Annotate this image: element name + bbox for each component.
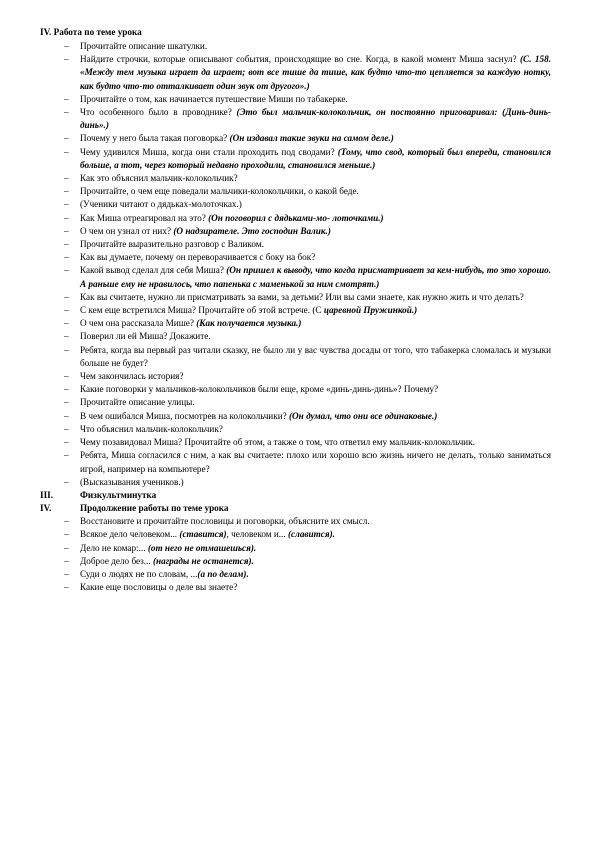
dash-marker: – — [64, 265, 69, 276]
item-text: Ребята, когда вы первый раз читали сказку, не было ли у вас чувства досады от того, что табакерка сломалась и музыки больше не будет? — [80, 344, 551, 368]
dash-marker: – — [64, 305, 69, 316]
dash-marker: – — [64, 344, 69, 355]
item-text: Ребята, Миша согласился с ним, а как вы считаете: плохо или хорошо всю жизнь ничего не делать, только заниматься игрой, например на компьютере? — [80, 450, 551, 474]
dash-marker: – — [64, 186, 69, 197]
item-answer: (Это был мальчик-колокольчик, он постоянно приговаривал: (Динь-динь-динь».) — [80, 107, 551, 131]
dash-marker: – — [64, 437, 69, 448]
list-item — [0, 304, 595, 317]
item-answer: (Он думал, что они все одинаковые.) — [288, 410, 438, 421]
section-heading: IV. Работа по теме урока — [40, 27, 142, 37]
dash-marker: – — [64, 199, 69, 210]
list-item — [0, 251, 595, 264]
section-title: Физкультминутка — [80, 489, 157, 500]
item-answer: (Тому, что свод, который был впереди, становился больше, а тот, через который недавно проходили, становился меньше.) — [80, 146, 551, 170]
list-item — [0, 330, 595, 343]
list-item — [0, 264, 595, 290]
item-text: Поверил ли ей Миша? Докажите. — [80, 331, 211, 342]
dash-marker: – — [64, 569, 69, 580]
item-text: Чем закончилась история? — [80, 371, 184, 382]
list-item — [0, 198, 595, 211]
dash-marker: – — [64, 450, 69, 461]
item-text: Как Миша отреагировал на это? — [80, 212, 209, 223]
item-text: Доброе дело без... — [80, 555, 153, 566]
dash-marker: – — [64, 384, 69, 395]
list-item — [0, 172, 595, 185]
item-text: Почему у него была такая поговорка? — [80, 133, 230, 144]
list-item — [0, 370, 595, 383]
dash-marker: – — [64, 410, 69, 421]
dash-marker: – — [64, 582, 69, 593]
list-item — [0, 555, 595, 568]
item-text: , человеком и... — [226, 529, 288, 540]
item-answer: (от него не отмашешься). — [147, 542, 257, 553]
dash-marker: – — [64, 476, 69, 487]
dash-marker: – — [64, 318, 69, 329]
list-item — [0, 568, 595, 581]
list-item — [0, 238, 595, 251]
item-answer: (ставится) — [179, 529, 227, 540]
list-item — [0, 423, 595, 436]
list-item — [0, 317, 595, 330]
item-text: Прочитайте, о чем еще поведали мальчики-колокольчики, о какой беде. — [80, 186, 359, 197]
section-number: III. — [40, 489, 54, 500]
item-text: Суди о людях не по словам, ... — [80, 569, 198, 580]
item-text: Всякое дело человеком... — [80, 529, 180, 540]
question-list — [0, 40, 595, 595]
item-answer: (Он поговорил с дядьками-мо- лоточками.) — [208, 212, 384, 223]
dash-marker: – — [64, 529, 69, 540]
item-answer: (С. 158. «Между тем музыка играет да играет; вот все тише да тише, как будто что-то цепляется за каждую нотку, как будто что-то отталкивает один звук от другого».) — [80, 54, 552, 91]
list-item — [0, 449, 595, 475]
list-item — [0, 383, 595, 396]
list-item — [0, 344, 595, 370]
section-title: Продолжение работы по теме урока — [80, 503, 229, 514]
section-heading — [0, 489, 595, 502]
item-text: Восстановите и прочитайте пословицы и поговорки, объясните их смысл. — [80, 516, 370, 527]
list-item — [0, 581, 595, 594]
list-item — [0, 212, 595, 225]
section-number: IV. — [40, 503, 52, 514]
list-item — [0, 132, 595, 145]
dash-marker: – — [64, 239, 69, 250]
item-text: Прочитайте описание улицы. — [80, 397, 195, 408]
item-text: Какие еще пословицы о деле вы знаете? — [80, 582, 238, 593]
item-text: Как вы считаете, нужно ли присматривать за вами, за детьми? Или вы сами знаете, как нужно жить и что делать? — [80, 291, 524, 302]
list-item — [0, 225, 595, 238]
item-text: Чему удивился Миша, когда они стали проходить под сводами? — [80, 146, 338, 157]
list-item — [0, 93, 595, 106]
section-heading — [0, 502, 595, 515]
item-text: Что особенного было в проводнике? — [80, 107, 237, 118]
item-text: Какие поговорки у мальчиков-колокольчиков были еще, кроме «динь-динь-динь»? Почему? — [80, 384, 439, 395]
list-item — [0, 396, 595, 409]
item-text: О чем он узнал от них? — [80, 225, 174, 236]
dash-marker: – — [64, 397, 69, 408]
dash-marker: – — [64, 516, 69, 527]
item-text: Дело не комар:... — [80, 542, 148, 553]
item-answer: (О надзирателе. Это господин Валик.) — [173, 225, 331, 236]
dash-marker: – — [64, 542, 69, 553]
dash-marker: – — [64, 225, 69, 236]
item-text: Прочитайте о том, как начинается путешествие Миши по табакерке. — [80, 93, 348, 104]
list-item — [0, 291, 595, 304]
list-item — [0, 436, 595, 449]
dash-marker: – — [64, 291, 69, 302]
dash-marker: – — [64, 107, 69, 118]
item-answer: царевной Пружинкой.) — [323, 305, 418, 316]
item-answer: (награды не останется). — [153, 555, 254, 566]
list-item — [0, 515, 595, 528]
item-text: О чем она рассказала Мише? — [80, 318, 197, 329]
item-answer: (а по делам). — [197, 569, 249, 580]
dash-marker: – — [64, 41, 69, 51]
dash-marker: – — [64, 93, 69, 104]
dash-marker: – — [64, 146, 69, 157]
item-text: Как вы думаете, почему он переворачивается с боку на бок? — [80, 252, 316, 263]
dash-marker: – — [64, 212, 69, 223]
dash-marker: – — [64, 331, 69, 342]
item-text: Прочитайте выразительно разговор с Валиком. — [80, 239, 264, 250]
dash-marker: – — [64, 173, 69, 184]
item-text: Как это объяснил мальчик-колокольчик? — [80, 173, 238, 184]
item-text: Чему позавидовал Миша? Прочитайте об этом, а также о том, что ответил ему мальчик-колокольчик. — [80, 437, 475, 448]
item-answer: (Он пришел к выводу, что когда присматривает за кем-нибудь, то это хорошо. А раньше ему не нравилось, что папенька с маменькой за ним смотрят.) — [80, 265, 551, 289]
dash-marker: – — [64, 371, 69, 382]
dash-marker: – — [64, 133, 69, 144]
item-answer: (Он издавал такие звуки на самом деле.) — [229, 133, 394, 144]
item-text: Что объяснил мальчик-колокольчик? — [80, 423, 223, 434]
list-item — [0, 185, 595, 198]
item-text: Найдите строчки, которые описывают события, происходящие во сне. Когда, в какой момент Миша заснул? — [80, 54, 520, 65]
list-item — [0, 476, 595, 489]
item-text: (Высказывания учеников.) — [80, 476, 184, 487]
list-item — [0, 542, 595, 555]
dash-marker: – — [64, 555, 69, 566]
list-item — [0, 40, 595, 53]
item-answer: (славится). — [287, 529, 335, 540]
dash-marker: – — [64, 423, 69, 434]
item-text: Какой вывод сделал для себя Миша? — [80, 265, 227, 276]
list-item — [0, 106, 595, 132]
item-text: (Ученики читают о дядьках-молоточках.) — [80, 199, 242, 210]
item-answer: (Как получается музыка.) — [196, 318, 302, 329]
dash-marker: – — [64, 54, 69, 65]
list-item — [0, 410, 595, 423]
list-item — [0, 53, 595, 93]
dash-marker: – — [64, 252, 69, 263]
list-item — [0, 528, 595, 541]
list-item — [0, 146, 595, 172]
item-text: С кем еще встретился Миша? Прочитайте об этой встрече. (С — [80, 305, 324, 316]
item-text: В чем ошибался Миша, посмотрев на колокольчики? — [80, 410, 289, 421]
item-text: Прочитайте описание шкатулки. — [80, 41, 208, 51]
